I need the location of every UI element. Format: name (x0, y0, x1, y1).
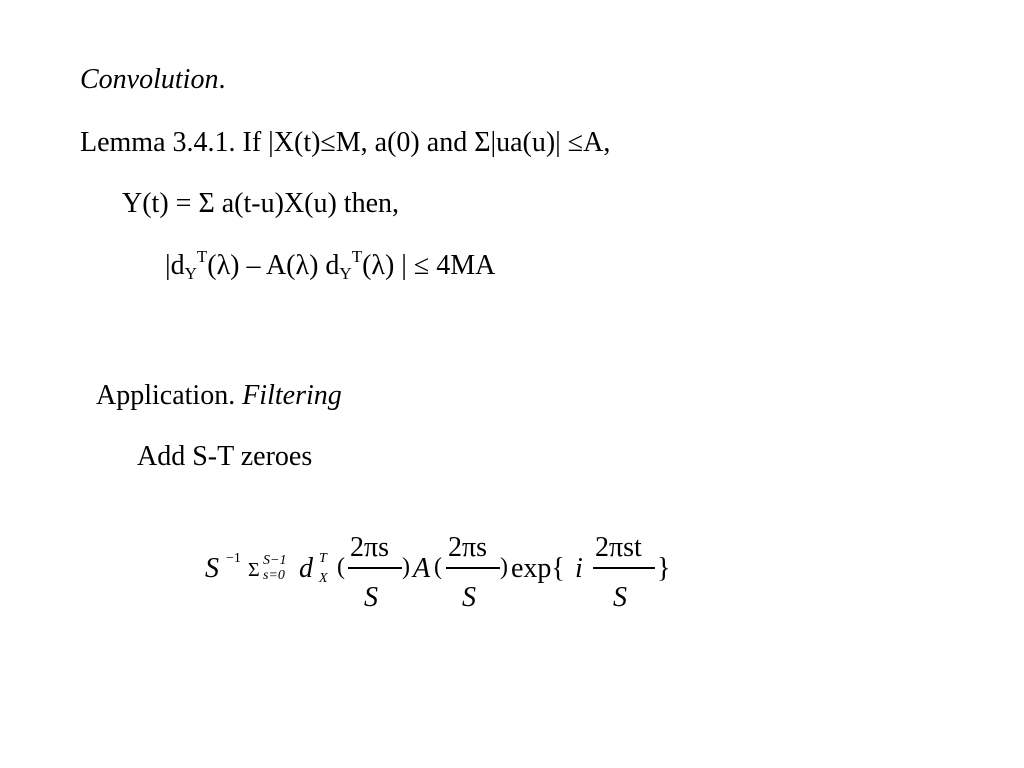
formula-paren-close-2: ) (500, 554, 508, 580)
formula-A: A (413, 553, 431, 584)
formula-paren-open-2: ( (434, 554, 442, 580)
heading-title: Convolution (80, 64, 219, 95)
bound-sup-2: T (351, 247, 363, 266)
formula-denominator-3: S (613, 582, 627, 613)
formula-sigma: Σ (248, 559, 260, 581)
bound-sub-1: Y (184, 264, 197, 283)
lemma-definition: Y(t) = Σ a(t-u)X(u) then, (122, 188, 399, 219)
application-note: Add S-T zeroes (137, 441, 313, 472)
formula-d-sup: T (319, 551, 327, 566)
application-topic: Filtering (242, 380, 342, 411)
bound-sub-2: Y (339, 264, 352, 283)
formula-paren-close-1: ) (402, 554, 410, 580)
formula-S: S (205, 553, 219, 584)
bound-open: |d (165, 250, 185, 281)
formula-sum-lower: s=0 (263, 568, 285, 583)
formula-sum-upper: S−1 (263, 553, 287, 568)
application-label: Application. (96, 380, 236, 411)
lemma-statement: Lemma 3.4.1. If |X(t)≤M, a(0) and Σ|ua(u)| ≤A, (80, 127, 611, 158)
formula-exp: exp{ (511, 553, 565, 584)
lemma-bound (165, 247, 496, 283)
formula-denominator-2: S (462, 582, 476, 613)
formula-fraction-bar-1 (348, 567, 402, 569)
heading-period: . (218, 64, 226, 95)
formula-numerator-2: 2πs (448, 532, 488, 563)
formula-fraction-bar-2 (446, 567, 500, 569)
bound-tail: (λ) | ≤ 4MA (362, 250, 496, 281)
formula-d-sub: X (319, 571, 328, 586)
bound-sup-1: T (196, 247, 208, 266)
formula-denominator-1: S (364, 582, 378, 613)
formula-numerator-1: 2πs (350, 532, 390, 563)
formula-brace-close: } (657, 553, 671, 584)
formula-d: d (299, 553, 313, 584)
formula-fraction-bar-3 (593, 567, 655, 569)
formula-numerator-3: 2πst (595, 532, 642, 563)
bound-middle: (λ) – A(λ) d (207, 250, 340, 281)
formula-exponent: −1 (226, 551, 241, 566)
formula-i: i (575, 553, 583, 584)
application-heading (96, 382, 342, 410)
section-heading (80, 66, 225, 94)
formula-paren-open-1: ( (337, 554, 345, 580)
